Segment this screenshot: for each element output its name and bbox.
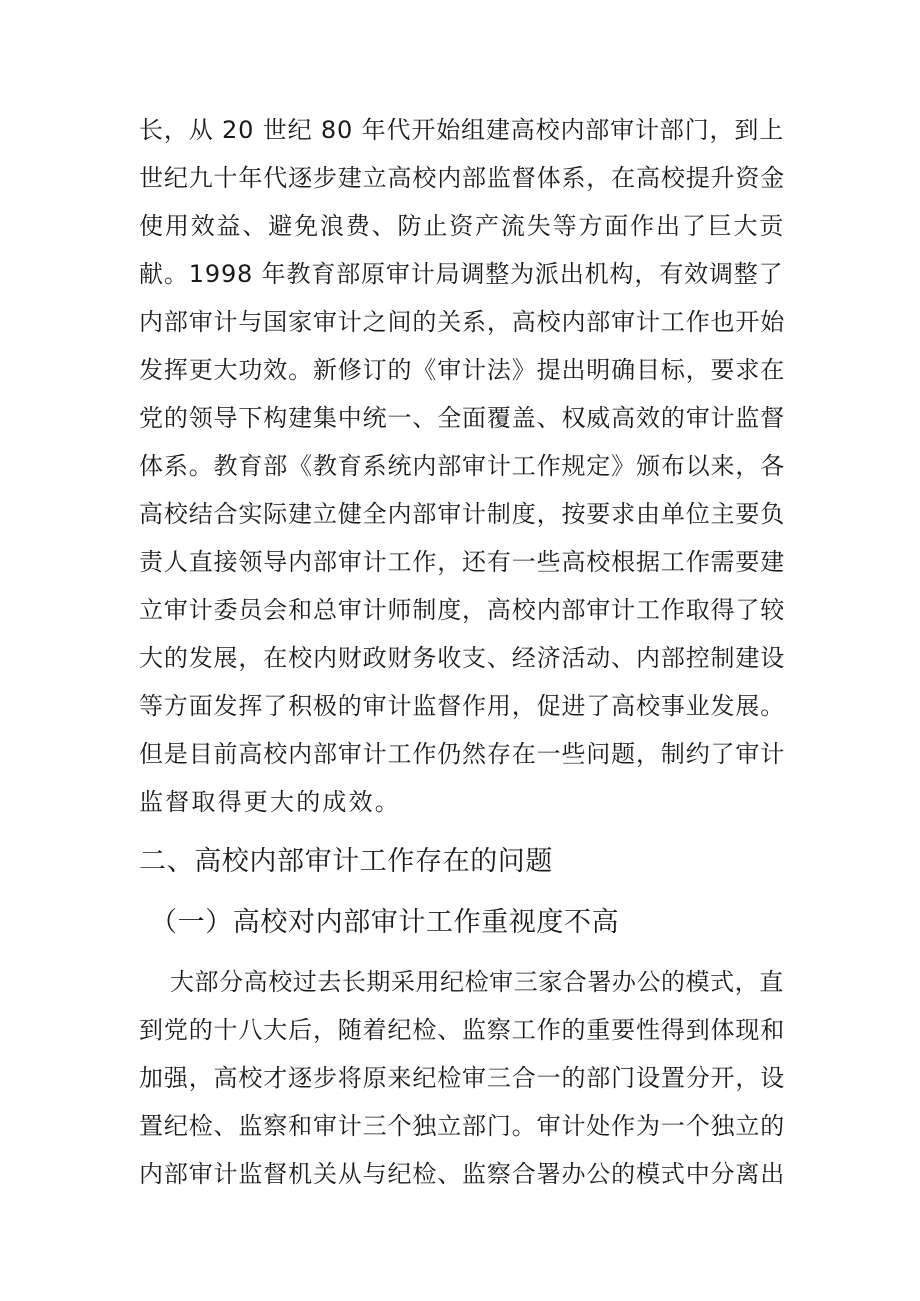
paragraph-line: 党的领导下构建集中统一、全面覆盖、权威高效的审计监督 [139, 404, 786, 432]
paragraph-line: 到党的十八大后，随着纪检、监察工作的重要性得到体现和 [139, 1016, 786, 1044]
paragraph-line: 世纪九十年代逐步建立高校内部监督体系，在高校提升资金 [139, 164, 786, 192]
paragraph-line: 长，从 20 世纪 80 年代开始组建高校内部审计部门，到上 [139, 116, 785, 144]
paragraph-line: 发挥更大功效。新修订的《审计法》提出明确目标，要求在 [139, 356, 786, 384]
paragraph-line: 献。1998 年教育部原审计局调整为派出机构，有效调整了 [139, 260, 784, 288]
paragraph-line: 但是目前高校内部审计工作仍然存在一些问题，制约了审计 [139, 740, 786, 768]
paragraph-line-first: 大部分高校过去长期采用纪检审三家合署办公的模式，直 [170, 968, 784, 996]
paragraph-line: 立审计委员会和总审计师制度，高校内部审计工作取得了较 [139, 596, 786, 624]
paragraph-line: 高校结合实际建立健全内部审计制度，按要求由单位主要负 [139, 500, 786, 528]
subsection-heading: （一）高校对内部审计工作重视度不高 [150, 907, 620, 938]
paragraph-line: 使用效益、避免浪费、防止资产流失等方面作出了巨大贡 [139, 212, 786, 240]
paragraph-line-last: 监督取得更大的成效。 [139, 788, 401, 816]
paragraph-line: 大的发展，在校内财政财务收支、经济活动、内部控制建设 [139, 644, 786, 672]
paragraph-line: 加强，高校才逐步将原来纪检审三合一的部门设置分开，设 [139, 1064, 786, 1092]
paragraph-line: 等方面发挥了积极的审计监督作用，促进了高校事业发展。 [139, 692, 786, 720]
section-heading: 二、高校内部审计工作存在的问题 [139, 846, 553, 877]
paragraph-line: 内部审计与国家审计之间的关系，高校内部审计工作也开始 [139, 308, 786, 336]
paragraph-line: 置纪检、监察和审计三个独立部门。审计处作为一个独立的 [139, 1112, 786, 1140]
paragraph-line: 体系。教育部《教育系统内部审计工作规定》颁布以来，各 [139, 452, 786, 480]
paragraph-line: 责人直接领导内部审计工作，还有一些高校根据工作需要建 [139, 548, 786, 576]
paragraph-line: 内部审计监督机关从与纪检、监察合署办公的模式中分离出 [139, 1160, 786, 1188]
